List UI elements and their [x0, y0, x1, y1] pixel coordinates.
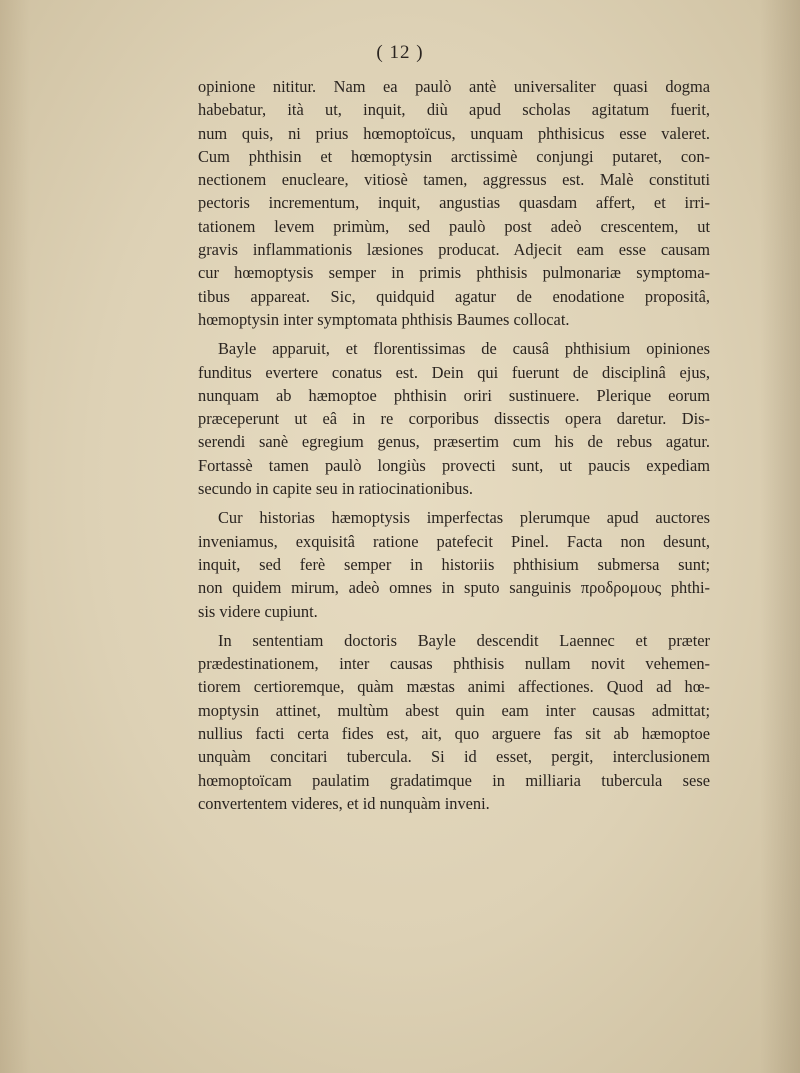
- text-line: cur hœmoptysis semper in primis phthisis pulmonariæ symptoma-: [198, 263, 710, 283]
- paragraph: [198, 75, 710, 331]
- text-line: inquit, sed ferè semper in historiis phthisium submersa sunt;: [198, 554, 710, 574]
- text-line: nectionem enucleare, vitiosè tamen, aggressus est. Malè constituti: [198, 170, 710, 190]
- paragraph: [198, 337, 710, 500]
- text-line: prædestinationem, inter causas phthisis nullam novit vehemen-: [198, 654, 710, 674]
- paragraph: [198, 506, 710, 622]
- text-line: In sententiam doctoris Bayle descendit Laennec et præter: [218, 630, 710, 650]
- body-text: [198, 75, 710, 815]
- page-edge-shadow-right: [760, 0, 800, 1073]
- text-line: pectoris incrementum, inquit, angustias quasdam affert, et irri-: [198, 193, 710, 213]
- text-line: unquàm concitari tubercula. Si id esset, pergit, interclusionem: [198, 747, 710, 767]
- text-line: gravis inflammationis læsiones producat. Adjecit eam esse causam: [198, 240, 710, 260]
- text-line: serendi sanè egregium genus, præsertim cum his de rebus agatur.: [198, 432, 710, 452]
- text-line: hœmoptysin inter symptomata phthisis Baumes collocat.: [198, 309, 570, 329]
- text-line: nunquam ab hæmoptoe phthisin oriri sustinuere. Plerique eorum: [198, 385, 710, 405]
- text-line: sis videre cupiunt.: [198, 601, 318, 621]
- text-line: nullius facti certa fides est, ait, quo arguere fas sit ab hæmoptoe: [198, 724, 710, 744]
- page-number: ( 12 ): [376, 42, 424, 63]
- text-line: Cur historias hæmoptysis imperfectas plerumque apud auctores: [218, 508, 710, 528]
- text-line: Fortassè tamen paulò longiùs provecti sunt, ut paucis expediam: [198, 455, 710, 475]
- text-line: secundo in capite seu in ratiocinationibus.: [198, 479, 473, 499]
- text-line: hœmoptoïcam paulatim gradatimque in milliaria tubercula sese: [198, 770, 710, 790]
- text-line: num quis, ni prius hœmoptoïcus, unquam phthisicus esse valeret.: [198, 123, 710, 143]
- text-line: Cum phthisin et hœmoptysin arctissimè conjungi putaret, con-: [198, 146, 710, 166]
- text-line: tibus appareat. Sic, quidquid agatur de enodatione propositâ,: [198, 286, 710, 306]
- text-line: funditus evertere conatus est. Dein qui fuerunt de disciplinâ ejus,: [198, 362, 710, 382]
- page-edge-shadow-left: [0, 0, 30, 1073]
- text-line: habebatur, ità ut, inquit, diù apud scholas agitatum fuerit,: [198, 100, 710, 120]
- text-line: moptysin attinet, multùm abest quin eam inter causas admittat;: [198, 700, 710, 720]
- text-line: inveniamus, exquisitâ ratione patefecit Pinel. Facta non desunt,: [198, 531, 710, 551]
- text-line: præceperunt ut eâ in re corporibus dissectis opera daretur. Dis-: [198, 409, 710, 429]
- paragraph: [198, 629, 710, 815]
- text-line: Bayle apparuit, et florentissimas de causâ phthisium opiniones: [218, 339, 710, 359]
- text-line: non quidem mirum, adeò omnes in sputo sanguinis προδρομους phthi-: [198, 578, 710, 598]
- text-line: convertentem videres, et id nunquàm inveni.: [198, 793, 490, 813]
- text-line: tiorem certioremque, quàm mæstas animi affectiones. Quod ad hœ-: [198, 677, 710, 697]
- text-line: opinione nititur. Nam ea paulò antè universaliter quasi dogma: [198, 77, 710, 96]
- text-line: tationem levem primùm, sed paulò post adeò crescentem, ut: [198, 216, 710, 236]
